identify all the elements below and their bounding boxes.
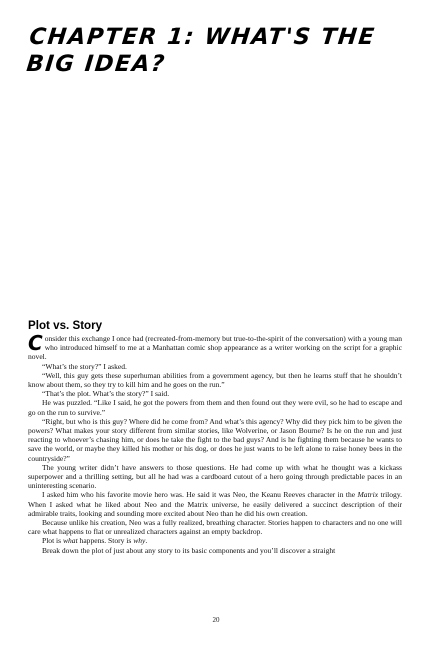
paragraph-4: “That’s the plot. What’s the story?” I said.: [42, 389, 170, 399]
paragraph-8-text-b: trilogy. When I asked what he liked about Neo and the Matrix universe, he easily delivered a succinct description of their admirable traits, looking and sounding more excited about Neo than he did his own creation.: [28, 490, 402, 518]
paragraph-10-text-b: happens. Story is: [77, 536, 134, 546]
paragraph-6: “Right, but who is this guy? Where did he come from? And what’s this agency? Why did they pick him to be given the powers? What makes your story different from similar stories, like Wolverine, or Jason Bourne? Is he on the run and just reacting to whoever’s chasing him, or does he take the fight to the bad guys? And is he fighting them because he wants to save the world, or maybe they killed his mother or his dog, or does he just wants to be left alone to raise honey bees in the countryside?”: [28, 416, 402, 463]
paragraph-9: Because unlike his creation, Neo was a fully realized, breathing character. Stories happen to characters and no one will care what happens to flat or unrealized characters against an empty backdrop.: [28, 518, 402, 537]
paragraph-8-text-a: I asked him who his favorite movie hero was. He said it was Neo, the Keanu Reeves character in the: [42, 490, 358, 500]
paragraph-2: “What’s the story?” I asked.: [42, 361, 127, 371]
emphasis-why: why: [133, 536, 146, 546]
matrix-title: Matrix: [357, 490, 379, 500]
drop-cap: C: [28, 331, 43, 355]
paragraph-5: He was puzzled. “Like I said, he got the powers from them and then found out they were evil, so he had to escape and go on the run to survive.”: [28, 398, 402, 417]
section-heading: Plot vs. Story: [28, 319, 103, 332]
emphasis-what: what: [62, 536, 78, 546]
paragraph-10-text-c: .: [145, 536, 148, 546]
body-text: [28, 319, 402, 555]
paragraph-1-text: onsider this exchange I once had (recreated-from-memory but true-to-the-spirit of the conversation) with a young man who introduced himself to me at a Manhattan comic shop appearance as a writer working on the script for a graphic novel.: [28, 334, 402, 362]
page-number: 20: [212, 616, 220, 624]
paragraph-7: The young writer didn’t have answers to those questions. He had come up with what he thought was a kickass superpower and a thrilling setting, but all he had was a cardboard cutout of a hero going through predictable paces in an uninteresting scenario.: [28, 462, 402, 491]
paragraph-11: Break down the plot of just about any story to its basic components and you’ll discover a straight: [42, 545, 336, 555]
paragraph-10-text-a: Plot is: [42, 536, 63, 546]
paragraph-10: [28, 536, 402, 545]
paragraph-1: [28, 331, 402, 362]
chapter-title: CHAPTER 1: WHAT'S THE BIG IDEA?: [25, 24, 377, 77]
paragraph-3: “Well, this guy gets these superhuman abilities from a government agency, but then he learns stuff that he shouldn’t know about them, so they try to kill him and he goes on the run.”: [28, 370, 402, 390]
paragraph-8: [28, 490, 402, 518]
